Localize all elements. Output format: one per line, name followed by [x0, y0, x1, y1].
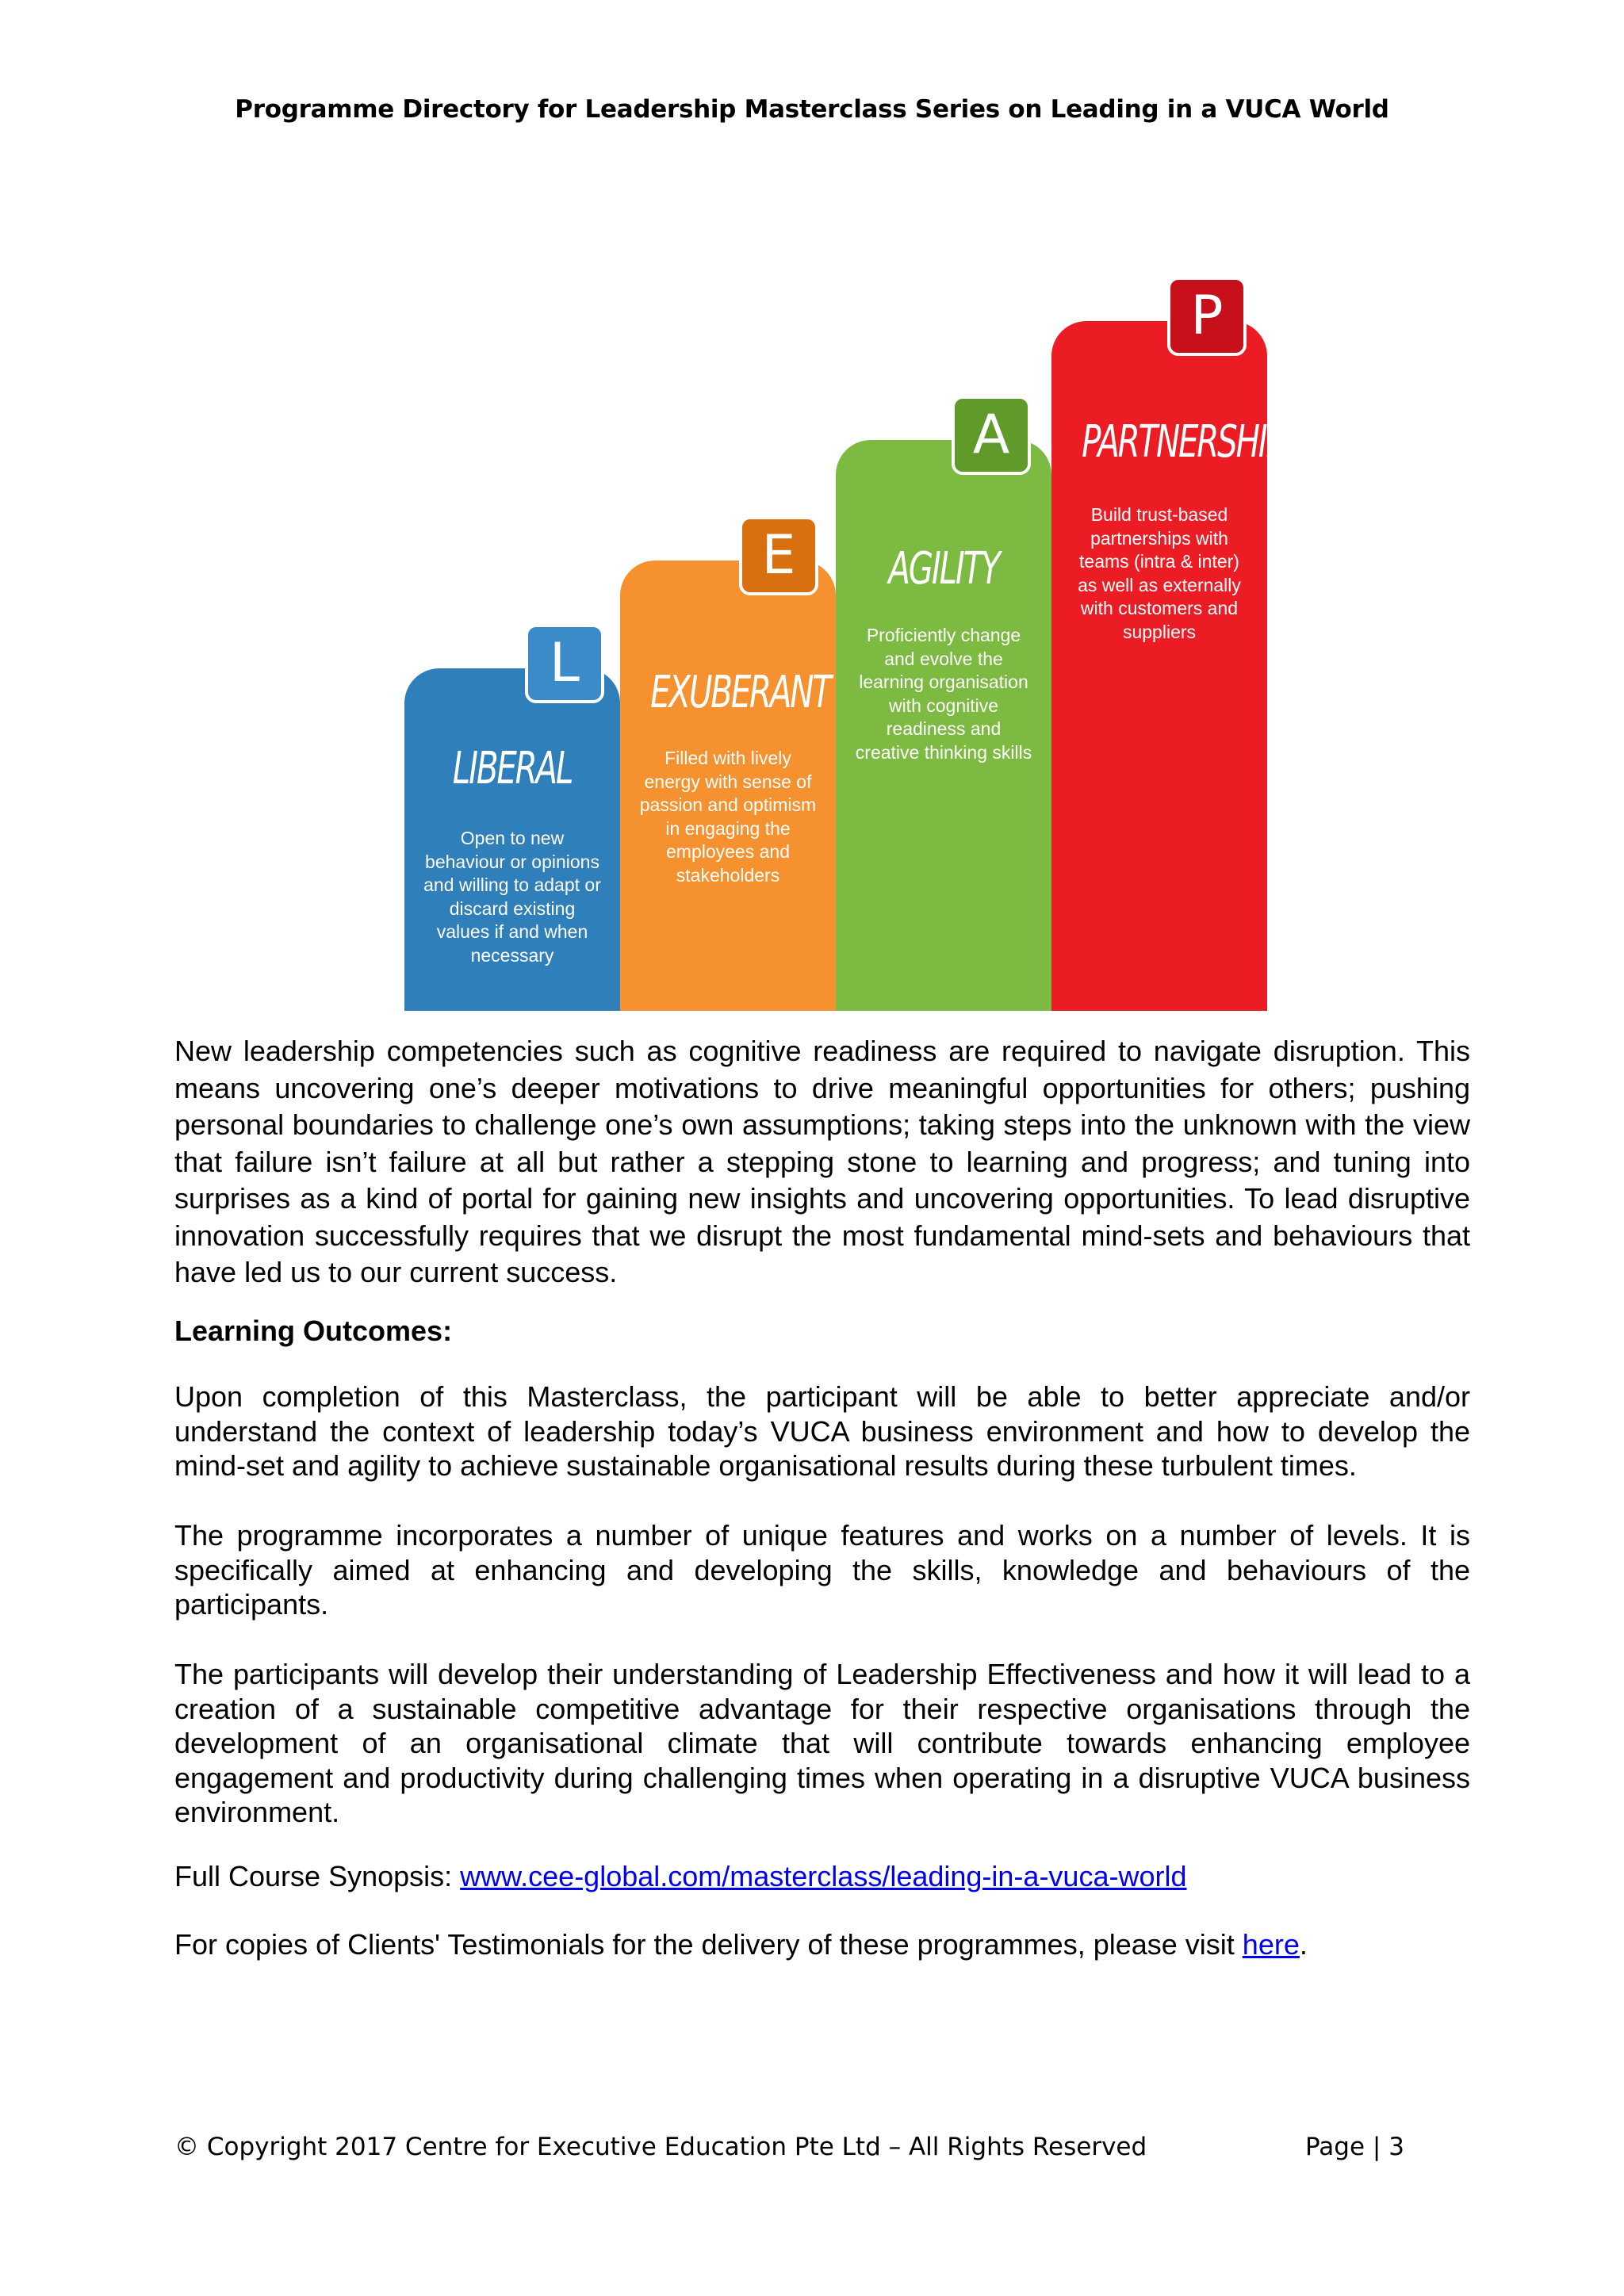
- testimonials-link[interactable]: here: [1242, 1928, 1300, 1961]
- course-synopsis-line: [174, 1860, 1187, 1893]
- step-description-exuberant: Filled with lively energy with sense of passion and optimism in engaging the employees and stakeholders: [639, 748, 817, 886]
- leap-staircase-figure: [404, 274, 1284, 1011]
- outcomes-paragraph-3: The participants will develop their understanding of Leadership Effectiveness and how it will lead to a creation of a sustainable competitive advantage for their respective organisations through the development of an organisational climate that will contribute towards enhancing employee engagement and productivity during challenging times when operating in a disruptive VUCA business environment.: [174, 1658, 1470, 1828]
- step-partnership: [1051, 285, 1284, 1011]
- learning-outcomes-heading: Learning Outcomes:: [174, 1314, 453, 1347]
- synopsis-link[interactable]: www.cee-global.com/masterclass/leading-in-a-vuca-world: [460, 1860, 1187, 1892]
- step-description-partnership: Build trust-based partnerships with teams (intra & inter) as well as externally with customers and suppliers: [1078, 504, 1241, 642]
- step-agility: [836, 404, 1051, 1011]
- step-exuberant: [620, 524, 836, 1011]
- step-title-exuberant: EXUBERANT: [650, 667, 830, 718]
- testimonials-text: For copies of Clients' Testimonials for the delivery of these programmes, please visit: [174, 1928, 1243, 1961]
- outcomes-paragraph-1: Upon completion of this Masterclass, the participant will be able to better appreciate and/or understand the context of leadership today’s VUCA business environment and how to develop the mind-set and agility to achieve sustainable organisational results during these turbulent times.: [174, 1380, 1470, 1482]
- step-description-agility: Proficiently change and evolve the learning organisation with cognitive readiness and creative thinking skills: [855, 625, 1032, 763]
- footer-copyright: © Copyright 2017 Centre for Executive Education Pte Ltd – All Rights Reserved: [174, 2133, 1147, 2161]
- testimonials-end: .: [1299, 1928, 1308, 1961]
- letter-badge-l: L: [525, 624, 604, 703]
- step-liberal: [404, 632, 620, 1011]
- step-description-liberal: Open to new behaviour or opinions and willing to adapt or discard existing values if and when necessary: [423, 828, 601, 966]
- letter-badge-a: A: [952, 396, 1031, 475]
- letter-badge-e: E: [739, 516, 818, 595]
- outcomes-paragraph-2: The programme incorporates a number of unique features and works on a number of levels. It is specifically aimed at enhancing and developing the skills, knowledge and behaviours of the participants.: [174, 1519, 1470, 1621]
- letter-badge-p: P: [1167, 277, 1247, 356]
- footer-page-number: Page | 3: [1305, 2133, 1404, 2161]
- step-title-agility: AGILITY: [888, 543, 999, 595]
- step-title-partnership: PARTNERSHIP: [1082, 416, 1284, 468]
- synopsis-label: Full Course Synopsis:: [174, 1860, 461, 1892]
- testimonials-line: [174, 1928, 1308, 1961]
- intro-paragraph: New leadership competencies such as cognitive readiness are required to navigate disruption. This means uncovering one’s deeper motivations to drive meaningful opportunities for others; pushing personal boundaries to challenge one’s own assumptions; taking steps into the unknown with the view that failure isn’t failure at all but rather a stepping stone to learning and progress; and tuning into surprises as a kind of portal for gaining new insights and uncovering opportunities. To lead disruptive innovation successfully requires that we disrupt the most fundamental mind-sets and behaviours that have led us to our current success.: [174, 1035, 1470, 1288]
- step-title-liberal: LIBERAL: [452, 743, 573, 794]
- document-header-title: Programme Directory for Leadership Masterclass Series on Leading in a VUCA World: [235, 95, 1389, 124]
